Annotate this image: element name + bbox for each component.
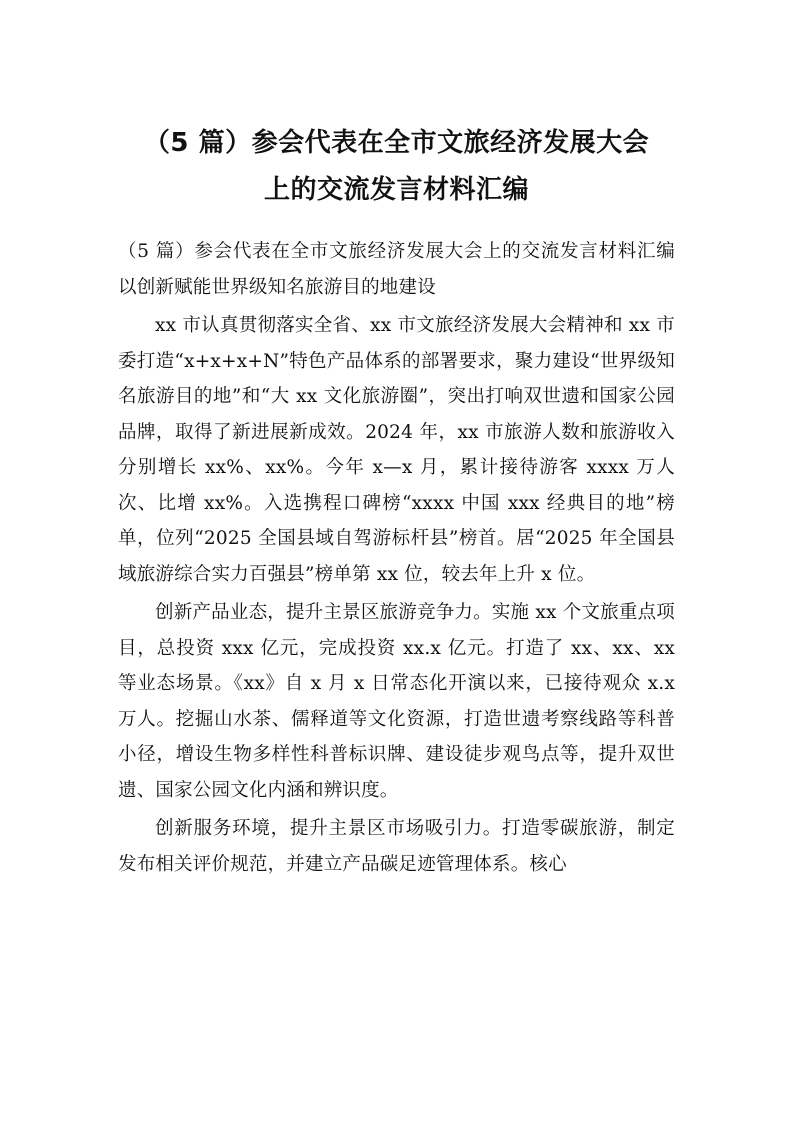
body-paragraph-products: 创新产品业态，提升主景区旅游竞争力。实施 xx 个文旅重点项目，总投资 xxx 亿元，完成投资 xx.x 亿元。打造了 xx、xx、xx 等业态场景。《xx》自 x 月 x 日常态化开演以来，已接待观众 x.x 万人。挖掘山水茶、儒释道等文化资源，打造世遗考察线路等科普小径，增设生物多样性科普标识牌、建设徒步观鸟点等，提升双世遗、国家公园文化内涵和辨识度。 — [118, 602, 675, 801]
document-title-line-1: （5 篇）参会代表在全市文旅经济发展大会 — [143, 128, 650, 158]
document-title-line-2: 上的交流发言材料汇编 — [263, 175, 529, 205]
document-title — [114, 120, 679, 214]
body-paragraph-intro: xx 市认真贯彻落实全省、xx 市文旅经济发展大会精神和 xx 市委打造“x+x+x+N”特色产品体系的部署要求，聚力建设“世界级知名旅游目的地”和“大 xx 文化旅游圈”，突出打响双世遗和国家公园品牌，取得了新进展新成效。2024 年，xx 市旅游人数和旅游收入分别增长 xx%、xx%。今年 x—x 月，累计接待游客 xxxx 万人次、比增 xx%。入选携程口碑榜“xxxx 中国 xxx 经典目的地”榜单，位列“2025 全国县域自驾游标杆县”榜首。居“2025 年全国县域旅游综合实力百强县”榜单第 xx 位，较去年上升 x 位。 — [118, 315, 675, 585]
body-paragraph-services: 创新服务环境，提升主景区市场吸引力。打造零碳旅游，制定发布相关评价规范，并建立产品碳足迹管理体系。核心 — [118, 818, 675, 875]
document-subtitle-paragraph: （5 篇）参会代表在全市文旅经济发展大会上的交流发言材料汇编以创新赋能世界级知名旅游目的地建设 — [118, 241, 675, 298]
